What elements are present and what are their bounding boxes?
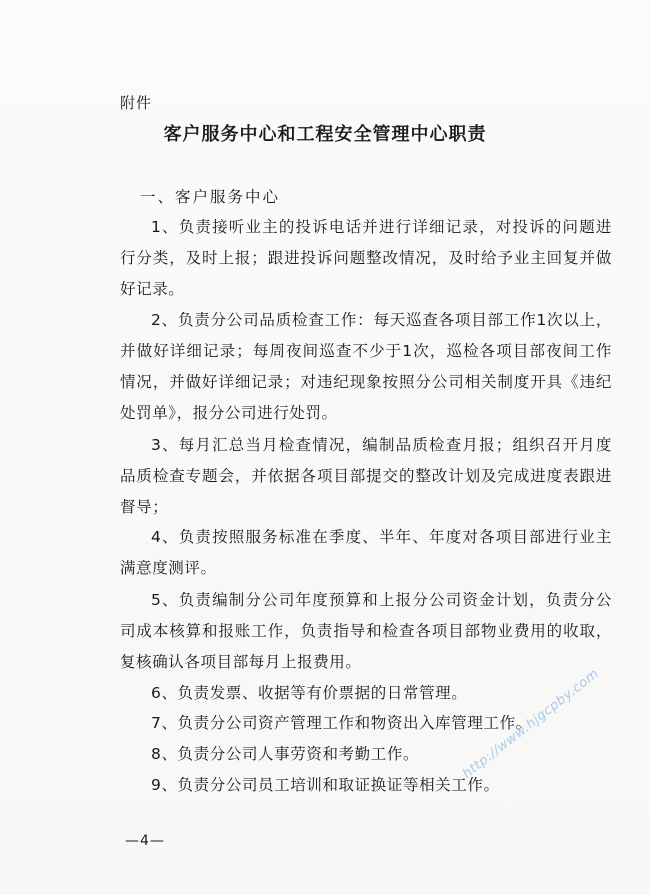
duty-item-8: 8、负责分公司人事劳资和考勤工作。 xyxy=(151,745,420,763)
site-watermark: http://www.hjgcpby.com xyxy=(460,666,602,782)
duty-item-4: 4、负责按照服务标准在季度、半年、年度对各项目部进行业主满意度测评。 xyxy=(120,528,612,577)
duty-item-2: 2、负责分公司品质检查工作：每天巡查各项目部工作1次以上，并做好详细记录；每周夜间巡查不少于1次，巡检各项目部夜间工作情况，并做好详细记录；对违纪现象按照分公司相关制度开具《违纪处罚单》，报分公司进行处罚。 xyxy=(120,311,612,422)
duty-item-5: 5、负责编制分公司年度预算和上报分公司资金计划，负责分公司成本核算和报账工作，负责指导和检查各项目部物业费用的收取，复核确认各项目部每月上报费用。 xyxy=(120,591,612,671)
bleed-through-decoration xyxy=(320,95,450,112)
duty-item-9: 9、负责分公司员工培训和取证换证等相关工作。 xyxy=(151,776,500,794)
duty-item-6: 6、负责发票、收据等有价票据的日常管理。 xyxy=(151,684,468,702)
attachment-label: 附件 xyxy=(120,94,153,112)
document-title: 客户服务中心和工程安全管理中心职责 xyxy=(163,124,487,145)
duty-item-1: 1、负责接听业主的投诉电话并进行详细记录，对投诉的问题进行分类，及时上报；跟进投诉问题整改情况，及时给予业主回复并做好记录。 xyxy=(120,218,612,298)
duty-item-7: 7、负责分公司资产管理工作和物资出入库管理工作。 xyxy=(151,714,532,732)
section-heading: 一、客户服务中心 xyxy=(140,188,281,206)
duty-item-3: 3、每月汇总当月检查情况，编制品质检查月报；组织召开月度品质检查专题会，并依据各项目部提交的整改计划及完成进度表跟进督导； xyxy=(120,436,612,516)
page-number: —4— xyxy=(125,833,165,849)
